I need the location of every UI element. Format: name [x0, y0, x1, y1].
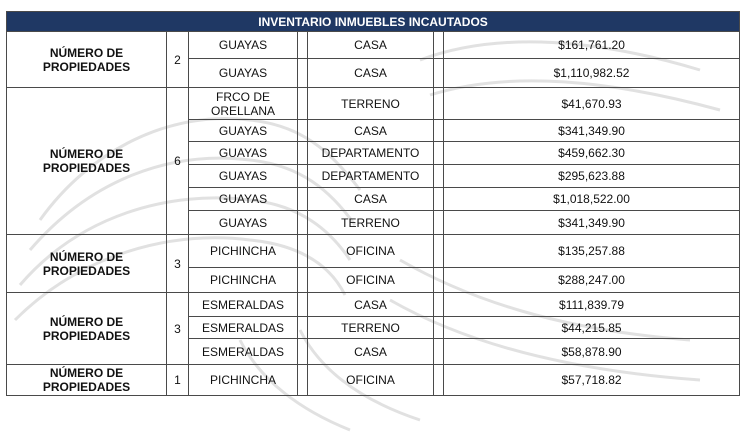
property-type-cell: CASA — [308, 32, 434, 59]
province-cell: PICHINCHA — [189, 365, 298, 396]
spacer-cell — [298, 59, 308, 88]
spacer-cell — [434, 32, 444, 59]
spacer-cell — [298, 268, 308, 293]
property-type-cell: OFICINA — [308, 268, 434, 293]
spacer-cell — [434, 293, 444, 317]
group-count: 1 — [167, 365, 189, 396]
appraised-value-cell: $341,349.90 — [444, 211, 740, 235]
spacer-cell — [298, 165, 308, 188]
table-row — [7, 32, 740, 59]
table-row — [7, 235, 740, 268]
province-cell: GUAYAS — [189, 165, 298, 188]
appraised-value-cell: $1,110,982.52 — [444, 59, 740, 88]
province-cell: ESMERALDAS — [189, 293, 298, 317]
province-cell: ESMERALDAS — [189, 317, 298, 339]
property-type-cell: CASA — [308, 120, 434, 142]
property-type-cell: CASA — [308, 293, 434, 317]
spacer-cell — [434, 88, 444, 120]
spacer-cell — [434, 165, 444, 188]
appraised-value-cell: $161,761.20 — [444, 32, 740, 59]
appraised-value-cell: $341,349.90 — [444, 120, 740, 142]
spacer-cell — [434, 188, 444, 211]
spacer-cell — [298, 339, 308, 365]
spacer-cell — [298, 235, 308, 268]
appraised-value-cell: $288,247.00 — [444, 268, 740, 293]
spacer-cell — [298, 211, 308, 235]
title-row — [7, 12, 740, 32]
spacer-cell — [298, 142, 308, 165]
appraised-value-cell: $459,662.30 — [444, 142, 740, 165]
group-count: 2 — [167, 32, 189, 88]
table-row — [7, 293, 740, 317]
group-label: NÚMERO DE PROPIEDADES — [7, 88, 167, 235]
property-type-cell: TERRENO — [308, 88, 434, 120]
property-type-cell: CASA — [308, 59, 434, 88]
property-type-cell: OFICINA — [308, 235, 434, 268]
group-label: NÚMERO DE PROPIEDADES — [7, 32, 167, 88]
group-count: 3 — [167, 293, 189, 365]
table-title: INVENTARIO INMUEBLES INCAUTADOS — [7, 12, 740, 32]
province-cell: ESMERALDAS — [189, 339, 298, 365]
property-type-cell: TERRENO — [308, 211, 434, 235]
province-cell: GUAYAS — [189, 188, 298, 211]
group-count: 3 — [167, 235, 189, 293]
appraised-value-cell: $135,257.88 — [444, 235, 740, 268]
spacer-cell — [434, 268, 444, 293]
inventory-table — [6, 11, 740, 396]
property-type-cell: OFICINA — [308, 365, 434, 396]
province-cell: PICHINCHA — [189, 235, 298, 268]
group-label: NÚMERO DE PROPIEDADES — [7, 365, 167, 396]
spacer-cell — [298, 188, 308, 211]
spacer-cell — [298, 88, 308, 120]
spacer-cell — [434, 235, 444, 268]
spacer-cell — [434, 120, 444, 142]
spacer-cell — [434, 365, 444, 396]
province-cell: GUAYAS — [189, 211, 298, 235]
spacer-cell — [434, 59, 444, 88]
group-label: NÚMERO DE PROPIEDADES — [7, 235, 167, 293]
group-count: 6 — [167, 88, 189, 235]
spacer-cell — [298, 32, 308, 59]
province-cell: FRCO DE ORELLANA — [189, 88, 298, 120]
appraised-value-cell: $111,839.79 — [444, 293, 740, 317]
table-row — [7, 365, 740, 396]
province-cell: GUAYAS — [189, 32, 298, 59]
spacer-cell — [298, 293, 308, 317]
spacer-cell — [298, 365, 308, 396]
spacer-cell — [434, 339, 444, 365]
spacer-cell — [434, 142, 444, 165]
spacer-cell — [434, 317, 444, 339]
appraised-value-cell: $41,670.93 — [444, 88, 740, 120]
province-cell: GUAYAS — [189, 142, 298, 165]
property-type-cell: DEPARTAMENTO — [308, 142, 434, 165]
appraised-value-cell: $295,623.88 — [444, 165, 740, 188]
province-cell: GUAYAS — [189, 120, 298, 142]
province-cell: GUAYAS — [189, 59, 298, 88]
property-type-cell: CASA — [308, 188, 434, 211]
table-row — [7, 88, 740, 120]
property-type-cell: DEPARTAMENTO — [308, 165, 434, 188]
appraised-value-cell: $44,215.85 — [444, 317, 740, 339]
property-type-cell: CASA — [308, 339, 434, 365]
province-cell: PICHINCHA — [189, 268, 298, 293]
spacer-cell — [298, 317, 308, 339]
appraised-value-cell: $57,718.82 — [444, 365, 740, 396]
property-type-cell: TERRENO — [308, 317, 434, 339]
appraised-value-cell: $58,878.90 — [444, 339, 740, 365]
spacer-cell — [434, 211, 444, 235]
group-label: NÚMERO DE PROPIEDADES — [7, 293, 167, 365]
spacer-cell — [298, 120, 308, 142]
appraised-value-cell: $1,018,522.00 — [444, 188, 740, 211]
